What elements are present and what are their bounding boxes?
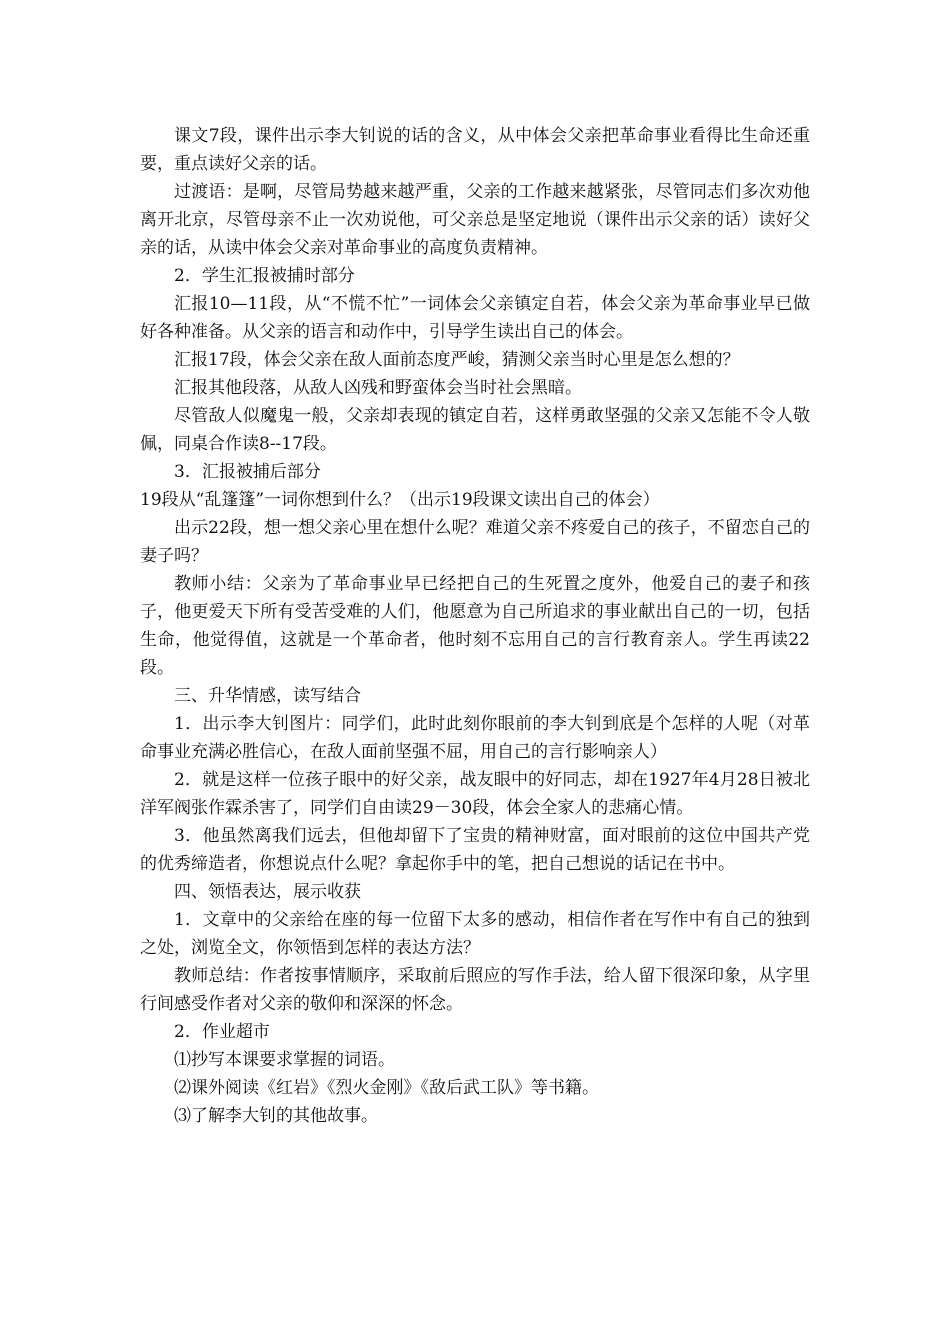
- paragraph-good-father: 2．就是这样一位孩子眼中的好父亲，战友眼中的好同志，却在1927年4月28日被北洋军阀张作霖杀害了，同学们自由读29－30段，体会全家人的悲痛心情。: [140, 770, 810, 818]
- homework-item-2: ⑵课外阅读《红岩》《烈火金刚》《敌后武工队》等书籍。: [174, 1078, 599, 1098]
- paragraph-expression-method: 1．文章中的父亲给在座的每一位留下太多的感动，相信作者在写作中有自己的独到之处，浏览全文，你领悟到怎样的表达方法？: [140, 910, 810, 958]
- paragraph-teacher-conclusion: 教师总结：作者按事情顺序，采取前后照应的写作手法，给人留下很深印象，从字里行间感受作者对父亲的敬仰和深深的怀念。: [140, 966, 810, 1014]
- paragraph-picture: 1．出示李大钊图片：同学们，此时此刻你眼前的李大钊到底是个怎样的人呢（对革命事业充满必胜信心，在敌人面前坚强不屈，用自己的言行影响亲人）: [140, 714, 810, 762]
- heading-arrest-report: 2．学生汇报被捕时部分: [174, 266, 355, 286]
- heading-part-three: 三、升华情感，读写结合: [174, 686, 361, 706]
- heading-homework: 2．作业超市: [174, 1022, 270, 1042]
- paragraph-section-22: 出示22段，想一想父亲心里在想什么呢？难道父亲不疼爱自己的孩子，不留恋自己的妻子吗？: [140, 518, 810, 566]
- homework-item-1: ⑴抄写本课要求掌握的词语。: [174, 1050, 395, 1070]
- paragraph-report-10-11: 汇报10—11段，从“不慌不忙”一词体会父亲镇定自若，体会父亲为革命事业早已做好各种准备。从父亲的语言和动作中，引导学生读出自己的体会。: [140, 294, 810, 342]
- document-page: [140, 122, 810, 1130]
- paragraph-pair-reading: 尽管敌人似魔鬼一般，父亲却表现的镇定自若，这样勇敢坚强的父亲又怎能不令人敬佩，同桌合作读8--17段。: [140, 406, 810, 454]
- paragraph-lesson-7: 课文7段，课件出示李大钊说的话的含义，从中体会父亲把革命事业看得比生命还重要，重点读好父亲的话。: [140, 126, 810, 174]
- paragraph-report-others: 汇报其他段落，从敌人凶残和野蛮体会当时社会黑暗。: [174, 378, 582, 398]
- paragraph-section-19: 19段从“乱篷篷”一词你想到什么？（出示19段课文读出自己的体会）: [140, 490, 660, 510]
- heading-part-four: 四、领悟表达，展示收获: [174, 882, 361, 902]
- heading-after-arrest: 3．汇报被捕后部分: [174, 462, 321, 482]
- homework-item-3: ⑶了解李大钊的其他故事。: [174, 1106, 378, 1126]
- paragraph-report-17: 汇报17段，体会父亲在敌人面前态度严峻，猜测父亲当时心里是怎么想的？: [174, 350, 740, 370]
- paragraph-transition: 过渡语：是啊，尽管局势越来越严重，父亲的工作越来越紧张，尽管同志们多次劝他离开北京，尽管母亲不止一次劝说他，可父亲总是坚定地说（课件出示父亲的话）读好父亲的话，从读中体会父亲对革命事业的高度负责精神。: [140, 182, 810, 258]
- paragraph-teacher-summary: 教师小结：父亲为了革命事业早已经把自己的生死置之度外，他爱自己的妻子和孩子，他更爱天下所有受苦受难的人们，他愿意为自己所追求的事业献出自己的一切，包括生命，他觉得值，这就是一个革命者，他时刻不忘用自己的言行教育亲人。学生再读22段。: [140, 574, 810, 678]
- paragraph-writing-task: 3．他虽然离我们远去，但他却留下了宝贵的精神财富，面对眼前的这位中国共产党的优秀缔造者，你想说点什么呢？拿起你手中的笔，把自己想说的话记在书中。: [140, 826, 810, 874]
